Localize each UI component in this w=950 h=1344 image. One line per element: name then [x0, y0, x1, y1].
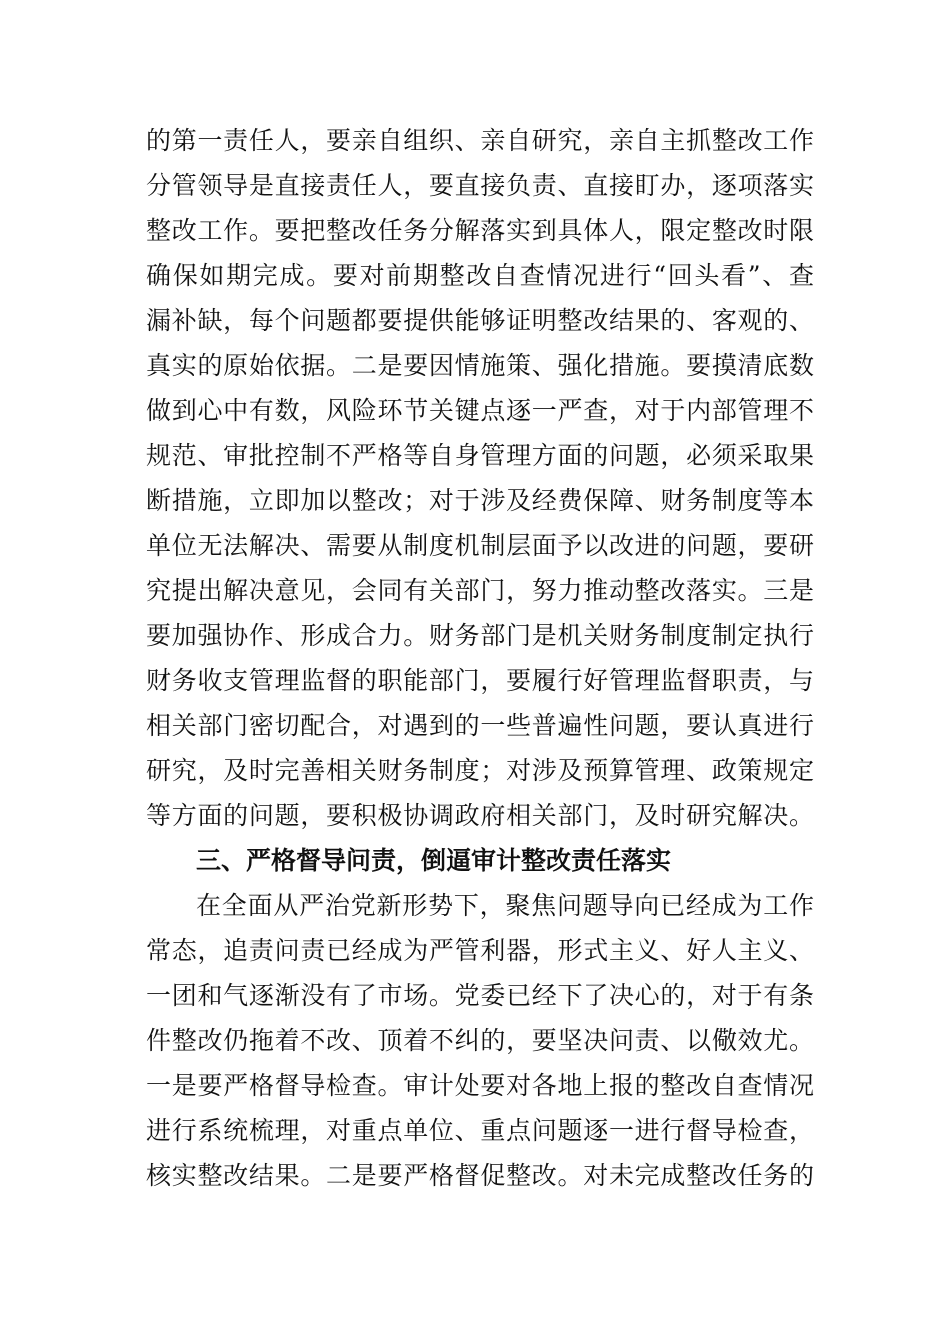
paragraph-2-line-3: 一团和气逐渐没有了市场。党委已经下了决心的，对于有条: [146, 981, 814, 1010]
paragraph-1-line-5: 漏补缺，每个问题都要提供能够证明整改结果的、客观的、: [146, 306, 814, 335]
paragraph-2-line-7: 核实整改结果。二是要严格督促整改。对未完成整改任务的: [146, 1161, 814, 1190]
paragraph-1-line-3: 整改工作。要把整改任务分解落实到具体人，限定整改时限: [146, 216, 814, 245]
paragraph-2-line-6: 进行系统梳理，对重点单位、重点问题逐一进行督导检查，: [146, 1116, 814, 1145]
section-heading: 三、严格督导问责，倒逼审计整改责任落实: [196, 846, 672, 875]
paragraph-1-line-16: 等方面的问题，要积极协调政府相关部门，及时研究解决。: [146, 801, 814, 830]
paragraph-1-line-12: 要加强协作、形成合力。财务部门是机关财务制度制定执行: [146, 621, 814, 650]
paragraph-1-line-13: 财务收支管理监督的职能部门，要履行好管理监督职责，与: [146, 666, 814, 695]
paragraph-1-line-8: 规范、审批控制不严格等自身管理方面的问题，必须采取果: [146, 441, 814, 470]
paragraph-2-line-1: 在全面从严治党新形势下，聚焦问题导向已经成为工作: [196, 891, 814, 920]
paragraph-2-line-4: 件整改仍拖着不改、顶着不纠的，要坚决问责、以儆效尤。: [146, 1026, 814, 1055]
paragraph-1-line-1: 的第一责任人，要亲自组织、亲自研究，亲自主抓整改工作: [146, 126, 814, 155]
paragraph-1-line-15: 研究，及时完善相关财务制度；对涉及预算管理、政策规定: [146, 756, 814, 785]
paragraph-1-line-4: 确保如期完成。要对前期整改自查情况进行“回头看”、查: [146, 261, 814, 290]
paragraph-1-line-11: 究提出解决意见，会同有关部门，努力推动整改落实。三是: [146, 576, 814, 605]
paragraph-1-line-2: 分管领导是直接责任人，要直接负责、直接盯办，逐项落实: [146, 171, 814, 200]
paragraph-1-line-7: 做到心中有数，风险环节关键点逐一严查，对于内部管理不: [146, 396, 814, 425]
paragraph-1-line-14: 相关部门密切配合，对遇到的一些普遍性问题，要认真进行: [146, 711, 814, 740]
paragraph-1-line-9: 断措施，立即加以整改；对于涉及经费保障、财务制度等本: [146, 486, 814, 515]
paragraph-1-line-10: 单位无法解决、需要从制度机制层面予以改进的问题，要研: [146, 531, 814, 560]
paragraph-2-line-5: 一是要严格督导检查。审计处要对各地上报的整改自查情况: [146, 1071, 814, 1100]
paragraph-1-line-6: 真实的原始依据。二是要因情施策、强化措施。要摸清底数: [146, 351, 814, 380]
paragraph-2-line-2: 常态，追责问责已经成为严管利器，形式主义、好人主义、: [146, 936, 814, 965]
